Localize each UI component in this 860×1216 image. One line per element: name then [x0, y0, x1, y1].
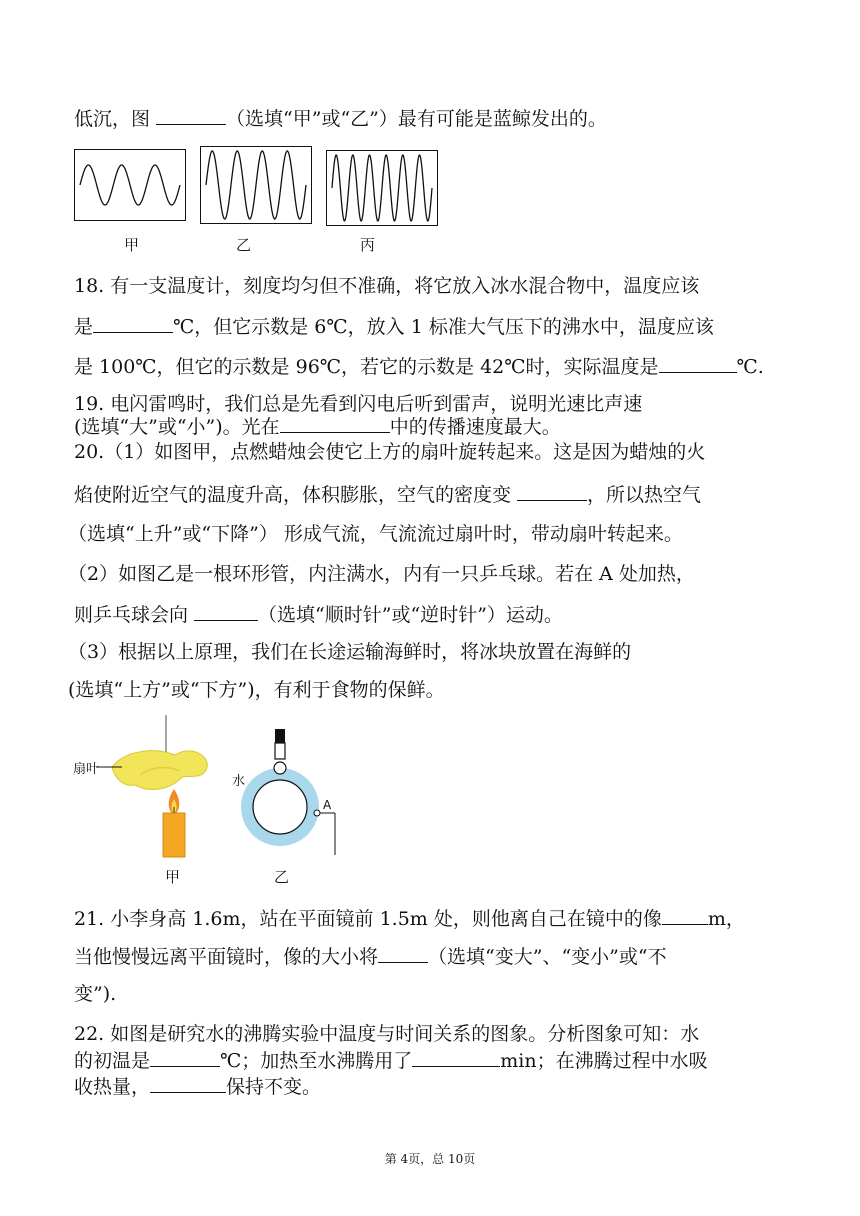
text-line: （选填“上升”或“下降”） 形成气流，气流流过扇叶时，带动扇叶转起来。 — [68, 523, 683, 545]
figure-label: 甲 — [124, 236, 140, 254]
wave-figure-jia — [74, 149, 186, 221]
text-line: （3）根据以上原理，我们在长途运输海鲜时，将冰块放置在海鲜的 — [68, 641, 632, 663]
figure-label: 甲 — [165, 868, 181, 886]
ping-pong-ball — [274, 762, 286, 774]
answer-blank[interactable] — [150, 1048, 220, 1067]
text-line: 则乒乓球会向 （选填“顺时针”或“逆时针”）运动。 — [74, 604, 563, 626]
answer-blank[interactable] — [412, 1048, 500, 1067]
answer-blank[interactable] — [93, 314, 173, 333]
text-line: 当他慢慢远离平面镜时，像的大小将 （选填“变大”、“变小”或“不 — [74, 946, 667, 968]
text-line: 焰使附近空气的温度升高，体积膨胀，空气的密度变 ，所以热空气 — [74, 484, 702, 506]
figure-label: 乙 — [236, 236, 252, 254]
text-line: 19. 电闪雷鸣时，我们总是先看到闪电后听到雷声，说明光速比声速 — [74, 393, 643, 415]
text-line: 21. 小李身高 1.6m，站在平面镜前 1.5m 处，则他离自己在镜中的像 m， — [74, 908, 745, 930]
figure-label: 丙 — [360, 236, 376, 254]
text-line: （2）如图乙是一根环形管，内注满水，内有一只乒乓球。若在 A 处加热， — [68, 563, 695, 585]
water-label: 水 — [232, 774, 246, 789]
wave-figure-yi — [200, 146, 312, 224]
text: （选填“甲”或“乙”）最有可能是蓝鲸发出的。 — [226, 108, 607, 130]
answer-blank[interactable] — [156, 106, 226, 125]
text-line: 变”). — [74, 983, 117, 1005]
answer-blank[interactable] — [659, 354, 737, 373]
answer-blank[interactable] — [280, 414, 390, 433]
text-line: 是 100℃，但它的示数是 96℃，若它的示数是 42℃时，实际温度是 ℃. — [74, 356, 764, 378]
text: 低沉，图 — [74, 108, 157, 130]
waveform — [80, 165, 180, 205]
text-line: (选填“上方”或“下方”)，有利于食物的保鲜。 — [68, 679, 445, 701]
text-line: 18. 有一支温度计，刻度均匀但不准确，将它放入冰水混合物中，温度应该 — [74, 275, 700, 297]
text-line: 22. 如图是研究水的沸腾实验中温度与时间关系的图象。分析图象可知：水 — [74, 1023, 700, 1045]
candle-fan-figure — [70, 715, 230, 885]
text-line — [74, 106, 607, 131]
ring-tube-figure — [225, 725, 355, 865]
text-line: (选填“大”或“小”)。光在 中的传播速度最大。 — [74, 416, 561, 438]
answer-blank[interactable] — [378, 944, 428, 963]
text-line: 20.（1）如图甲，点燃蜡烛会使它上方的扇叶旋转起来。这是因为蜡烛的火 — [74, 441, 706, 463]
text-line: 收热量， 保持不变。 — [74, 1076, 322, 1098]
answer-blank[interactable] — [194, 602, 258, 621]
answer-blank[interactable] — [150, 1074, 226, 1093]
fan-label: 扇叶 — [73, 762, 100, 777]
waveform — [206, 151, 306, 219]
waveform — [332, 155, 432, 221]
candle — [163, 813, 185, 857]
wave-figure-bing — [326, 150, 438, 226]
fan-blade — [112, 751, 207, 790]
point-a-label: A — [323, 798, 332, 812]
page-footer: 第 4页，总 10页 — [384, 1152, 476, 1166]
text-line: 的初温是 ℃；加热至水沸腾用了 min；在沸腾过程中水吸 — [74, 1050, 708, 1072]
figure-label: 乙 — [274, 868, 290, 886]
answer-blank[interactable] — [662, 906, 708, 925]
text-line: 是 ℃，但它示数是 6℃，放入 1 标准大气压下的沸水中，温度应该 — [74, 316, 714, 338]
answer-blank[interactable] — [517, 482, 587, 501]
